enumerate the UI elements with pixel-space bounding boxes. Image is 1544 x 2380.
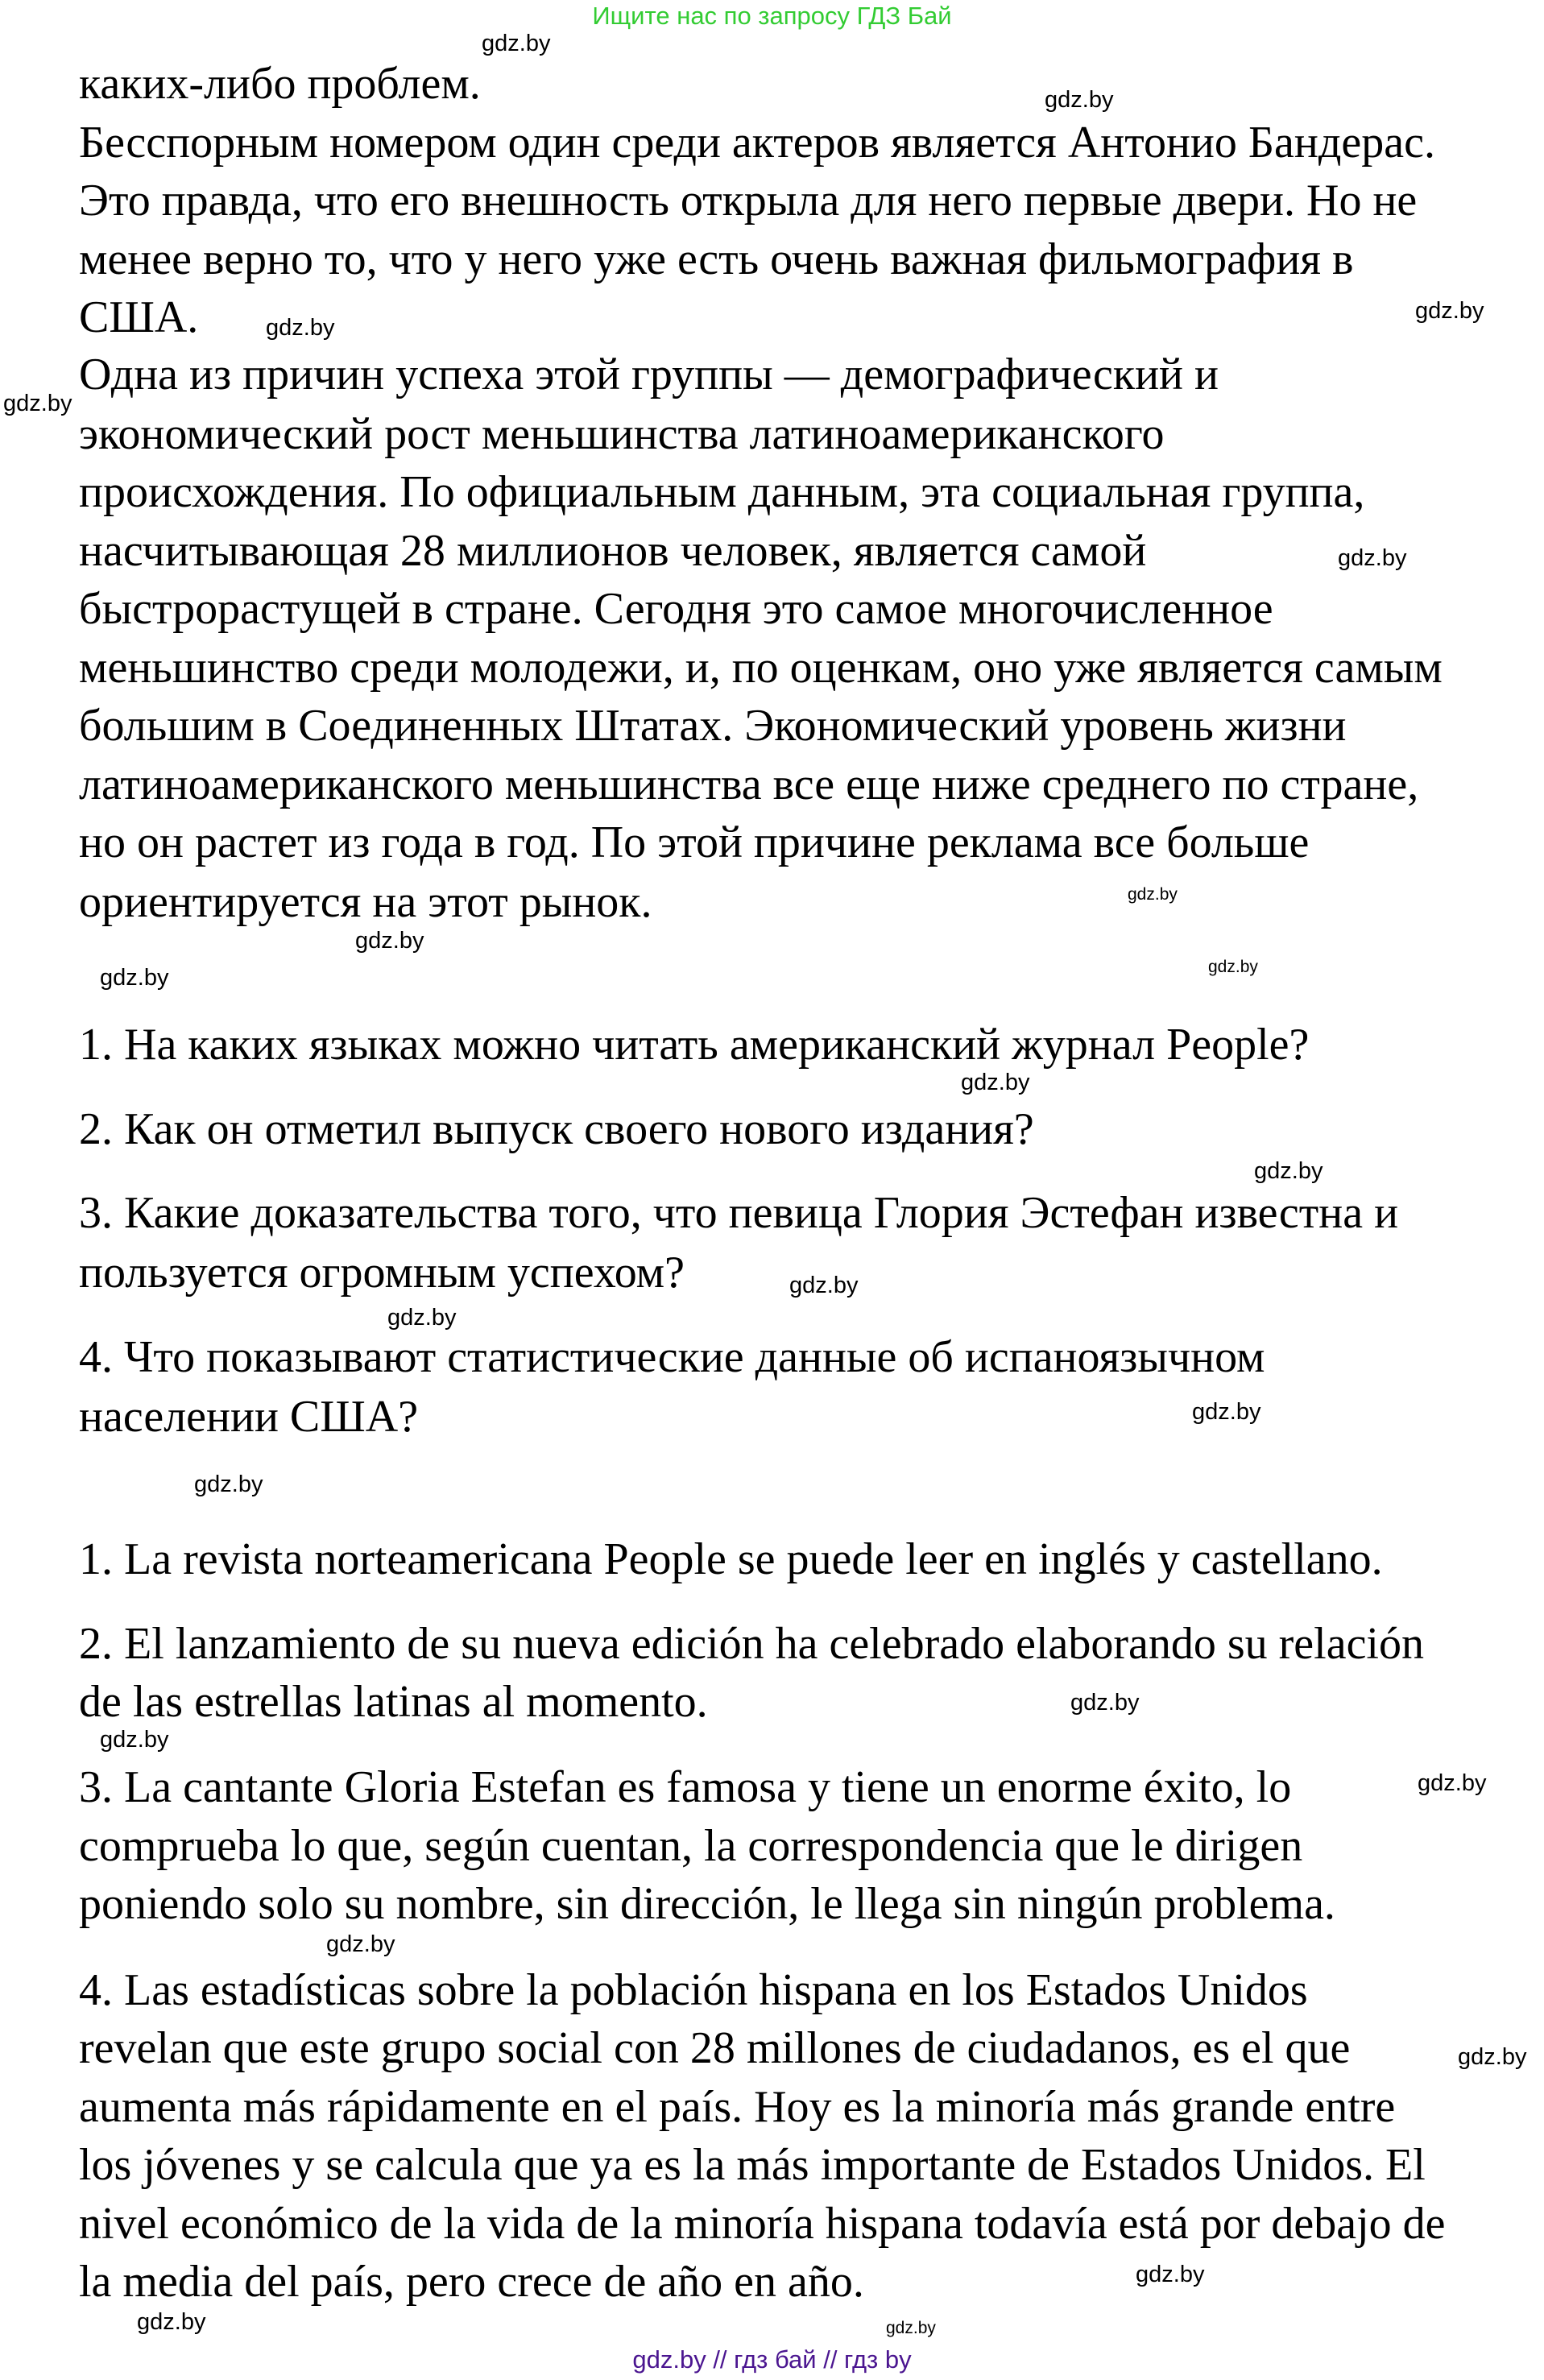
watermark: gdz.by [387, 1305, 457, 1331]
text-line: 2. Как он отметил выпуск своего нового издания? [79, 1104, 1034, 1154]
text-line: латиноамериканского меньшинства все еще ниже среднего по стране, [79, 760, 1419, 809]
watermark: gdz.by [355, 928, 424, 954]
watermark: gdz.by [137, 2309, 206, 2335]
watermark: gdz.by [1045, 87, 1114, 113]
text-line: большим в Соединенных Штатах. Экономический уровень жизни [79, 701, 1347, 751]
watermark: gdz.by [100, 1727, 169, 1753]
text-line: пользуется огромным успехом? [79, 1248, 685, 1298]
text-line: ориентируется на этот рынок. [79, 877, 652, 927]
text-line: менее верно то, что у него уже есть очень важная фильмография в [79, 234, 1354, 284]
text-line: 1. La revista norteamericana People se puede leer en inglés y castellano. [79, 1534, 1383, 1584]
text-line: de las estrellas latinas al momento. [79, 1677, 708, 1727]
text-line: Одна из причин успеха этой группы — демографический и [79, 350, 1219, 399]
text-line: 1. На каких языках можно читать американский журнал People? [79, 1020, 1310, 1070]
text-line: быстрорастущей в стране. Сегодня это самое многочисленное [79, 584, 1273, 634]
watermark: gdz.by [1070, 1690, 1140, 1716]
watermark: gdz.by [1418, 1770, 1487, 1796]
footer-banner: gdz.by // гдз бай // гдз by [632, 2345, 912, 2374]
text-line: происхождения. По официальным данным, эта социальная группа, [79, 467, 1365, 517]
text-line: меньшинство среди молодежи, и, по оценкам, оно уже является самым [79, 643, 1443, 693]
watermark: gdz.by [326, 1931, 395, 1957]
text-line: Это правда, что его внешность открыла для него первые двери. Но не [79, 176, 1418, 226]
text-line: aumenta más rápidamente en el país. Hoy es la minoría más grande entre [79, 2082, 1396, 2132]
text-line: населении США? [79, 1392, 419, 1442]
watermark: gdz.by [1192, 1399, 1261, 1425]
watermark: gdz.by [1458, 2044, 1527, 2070]
watermark: gdz.by [886, 2319, 936, 2337]
text-line: 2. El lanzamiento de su nueva edición ha celebrado elaborando su relación [79, 1619, 1424, 1669]
text-line: США. [79, 292, 199, 342]
watermark: gdz.by [266, 315, 335, 341]
text-line: но он растет из года в год. По этой причине реклама все больше [79, 817, 1310, 867]
watermark: gdz.by [1415, 298, 1484, 324]
text-line: 4. Las estadísticas sobre la población hispana en los Estados Unidos [79, 1965, 1308, 2015]
text-line: Бесспорным номером один среди актеров является Антонио Бандерас. [79, 118, 1435, 168]
text-line: la media del país, pero crece de año en año. [79, 2257, 864, 2307]
watermark: gdz.by [482, 31, 551, 56]
text-line: revelan que este grupo social con 28 millones de ciudadanos, es el que [79, 2023, 1351, 2073]
watermark: gdz.by [1136, 2262, 1205, 2287]
watermark: gdz.by [961, 1070, 1030, 1095]
text-line: 4. Что показывают статистические данные об испаноязычном [79, 1332, 1265, 1382]
watermark: gdz.by [194, 1471, 263, 1497]
text-line: 3. La cantante Gloria Estefan es famosa y tiene un enorme éxito, lo [79, 1762, 1292, 1812]
text-line: насчитывающая 28 миллионов человек, является самой [79, 526, 1147, 576]
watermark: gdz.by [1128, 885, 1178, 904]
text-line: каких-либо проблем. [79, 59, 481, 109]
header-banner: Ищите нас по запросу ГДЗ Бай [592, 2, 952, 30]
text-line: poniendo solo su nombre, sin dirección, le llega sin ningún problema. [79, 1879, 1335, 1929]
watermark: gdz.by [1338, 545, 1407, 571]
text-line: los jóvenes y se calcula que ya es la más importante de Estados Unidos. El [79, 2140, 1426, 2190]
text-line: comprueba lo que, según cuentan, la correspondencia que le dirigen [79, 1821, 1303, 1871]
text-line: экономический рост меньшинства латиноамериканского [79, 409, 1165, 459]
watermark: gdz.by [3, 391, 72, 416]
watermark: gdz.by [100, 965, 169, 991]
watermark: gdz.by [1254, 1158, 1323, 1184]
watermark: gdz.by [1208, 958, 1258, 976]
text-line: 3. Какие доказательства того, что певица Глория Эстефан известна и [79, 1188, 1399, 1238]
watermark: gdz.by [789, 1273, 859, 1298]
text-line: nivel económico de la vida de la minoría hispana todavía está por debajo de [79, 2199, 1446, 2249]
